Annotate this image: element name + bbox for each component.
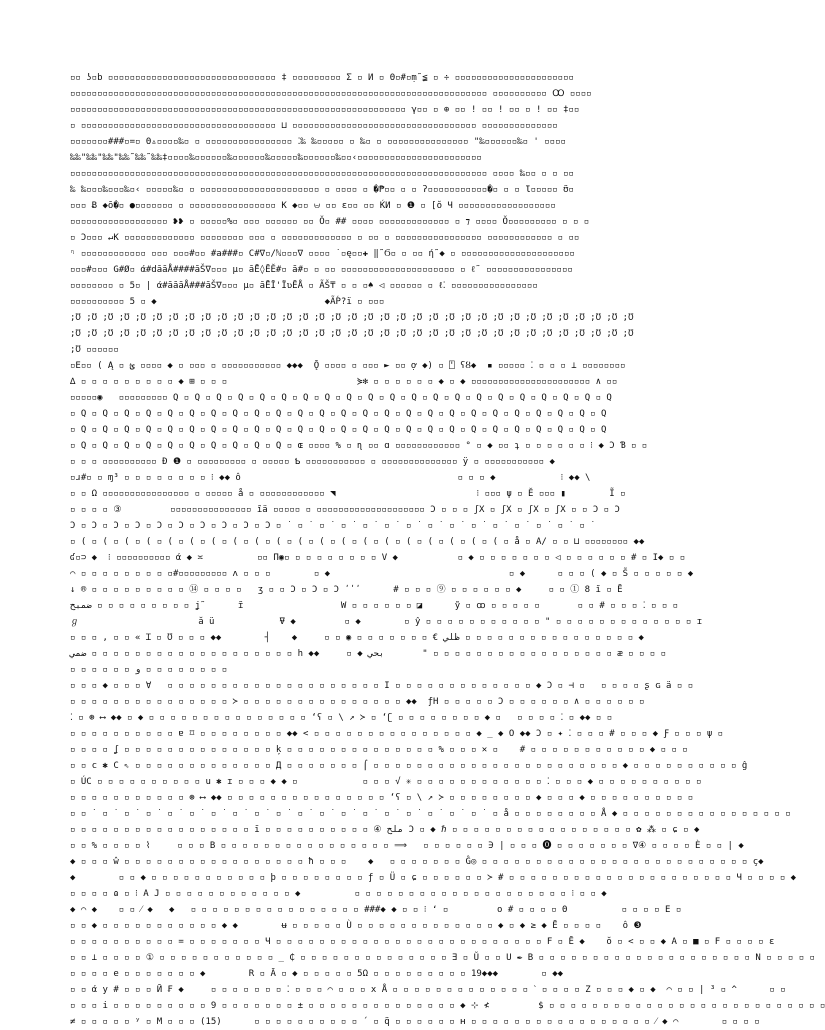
text-line: ▫▫ ʖ▫b ▫▫▫▫▫▫▫▫▫▫▫▫▫▫▫▫▫▫▫▫▫▫▫▫▫▫▫▫▫▫▫ ‡ ▫▫▫▫▫▫▫▫▫ Σ ▫ И ▫ Θ▫#▫ṃ̃ ≨ ▫ ÷ ▫▫▫▫▫▫▫▫▫▫▫▫▫▫▫▫▫▫▫▫▫▫	[70, 73, 574, 83]
text-line: ▫ Q ▫ Q ▫ Q ▫ Q ▫ Q ▫ Q ▫ Q ▫ Q ▫ Q ▫ Q ▫ Q ▫ Q ▫ Q ▫ Q ▫ Q ▫ Q ▫ Q ▫ Q ▫ Q ▫ Q ▫ Q ▫ Q ▫ Q ▫ Q ▫ Q	[70, 425, 607, 435]
text-line: ▫Ε▫▫ ( Ą ▫ ؿ ▫▫▫▫ ◆ ▫ ▫▫▫ ▫ ▫▫▫▫▫▫▫▫▫▫▫ ◆◆◆ Ǭ ▫▫▫▫ ▫ ▫▫▫ ► ▫▫ ợ ◆) ▫ ⍞ ʕȢ◆ ▪ ▫▫▫▫▫ ⁚ ▫ ▫ ▫ ⊥ ▫▫▫▫▫▫▫▫	[70, 361, 626, 371]
text-line: ▫ ▫ ▫ ▫ ▫ ▫ ▫ ▫ ▫ ▫ ▫ ▫ ▫ ▫ ▫ ≻ ▫ ▫ ▫ ▫ ▫ ▫ ▫ ▫ ▫ ▫ ▫ ▫ ▫ ▫ ▫ ◆◆ ƒH ▫ ▫ ▫ ▫ ▫ Ɔ ▫ ▫ ▫ ▫ ▫ ▫ ∧ ▫ ▫ ▫ ▫ ▫ ▫	[70, 697, 645, 707]
text-line: ▫ ▫ ⊥ ▫ ▫ ▫ ▫ ① ▫ ▫ ▫ ▫ ▫ ▫ ▫ ▫ ▫ ▫ ▫ _ ₵ ▫ ▫ ▫ ▫ ▫ ▫ ▫ ▫ ▫ ▫ ▫ ▫ ▫ ▫ ∃ ▫ Ŭ ▫ ▫ U ✒ B ▫ ▫ ▫ ▫ ▫ ▫ ▫ ▫ ▫ ▫ ▫ ▫ ▫ ▫ ▫ ▫ ▫ ▫ ▫ ▫ N ▫ ▫ ▫ ▫ ▫	[70, 953, 815, 963]
text-line: ▫ ▫ c ✱ C ⇖ ▫ ▫ ▫ ▫ ▫ ▫ ▫ ▫ ▫ ▫ ▫ ▫ ▫ Д ▫ ▫ ▫ ▫ ▫ ▫ ▫ ⌠ ▫ ▫ ▫ ▫ ▫ ▫ ▫ ▫ ▫ ▫ ▫ ▫ ▫ ▫ ▫ ▫ ▫ ▫ ▫ ▫ ▫ ▫ ▫ ◆ ▫ ▫ ▫ ▫ ▫ ▫ ▫ ▫ ▫ ▫ ĝ	[70, 761, 748, 771]
text-line: ▫ ▫▫▫▫▫▫▫▫▫▫▫▫▫▫▫▫▫▫▫▫▫▫▫▫▫▫▫▫▫▫▫▫▫▫▫▫ ⊔ ▫▫▫▫▫▫▫▫▫▫▫▫▫▫▫▫▫▫▫▫▫▫▫▫▫▫▫▫▫▫▫▫▫▫ ▫▫▫▫▫▫▫▫▫▫▫▫▫▫	[70, 121, 558, 131]
text-line: ▫▫▫#▫▫▫ G#Ø▫ ά#dāāÅ####āŠ∇▫▫▫ μ▫ ā̈Ē◊ĒĔ#▫ ā#▫ ▫ ▫▫ ▫▫▫▫▫▫▫▫▫▫▫▫▫▫▫▫▫▫▫▫▫ ▫ ℓ˜ ▫▫▫▫▫▫▫▫▫▫▫▫▫▫▫▫	[70, 265, 573, 275]
text-line: ▫▫▫▫▫◉ ▫▫▫▫▫▫▫▫▫ Q ▫ Q ▫ Q ▫ Q ▫ Q ▫ Q ▫ Q ▫ Q ▫ Q ▫ Q ▫ Q ▫ Q ▫ Q ▫ Q ▫ Q ▫ Q ▫ Q ▫ Q ▫ Q ▫ Q ▫ Q	[70, 393, 612, 403]
text-line: ᶯ ▫▫▫▫▫▫▫▫▫▫▫▫ ▫▫▫ ▫▫▫#▫▫ #a###▫ C#∇▫/ℕ▫▫▫∇ ▫▫▫▫ ˙▫ę▫▫✚ ‖˜Ϭ▫ ▫ ▫▫ ή̃ ◆ ▫ ▫▫▫▫▫▫▫▫▫▫▫▫▫▫▫▫▫▫▫▫▫	[70, 249, 575, 259]
text-line: ʛ▫⊃ ◆ ⁝ ▫▫▫▫▫▫▫▫▫▫ ά ◆ ≍ ▫▫ Π◉▫ ▫ ▫ ▫ ▫ ▫ ▫ ▫ ▫ V ◆ ▫ ◆ ▫ ▫ ▫ ▫ ▫ ▫ ▫ ◁ ▫ ▫ ▫ ▫ ▫ ▫ # ▫ I◆ ▫ ▫	[70, 553, 686, 563]
text-line: ▫ Q ▫ Q ▫ Q ▫ Q ▫ Q ▫ Q ▫ Q ▫ Q ▫ Q ▫ Q ▫ ɶ ▫▫▫▫ % ▫ ɳ ▫▫ ɑ ▫▫▫▫▫▫▫▫▫▫▫▫ ° ▫ ◆ ▫▫ ʇ ▫ ▫ ▫ ▫ ▫ ▫ ⁝ ◆ Ɔ Ɓ ▫ ▫	[70, 441, 648, 451]
text-line: ◆ ▫ ▫ ▫ ŵ ▫ ▫ ▫ ▫ ▫ ▫ ▫ ▫ ▫ ▫ ▫ ▫ ▫ ▫ ▫ ▫ ▫ ħ ▫ ▫ ▫ ◆ ▫ ▫ ▫ ▫ ▫ ▫ ▫ Ĝ◎ ▫ ▫ ▫ ▫ ▫ ▫ ▫ ▫ ▫ ▫ ▫ ▫ ▫ ▫ ▫ ▫ ▫ ▫ ▫ ▫ ▫ ▫ ▫ ▫ ▫ ç◆	[70, 857, 764, 867]
text-line: ◆ ▫ ▫ ◆ ▫ ▫ ▫ ▫ ▫ ▫ ▫ ▫ ▫ ▫ ▫ þ ▫ ▫ ▫ ▫ ▫ ▫ ▫ ▫ ƒ ▫ Ü ▫ ɕ ▫ ▫ ▫ ▫ ▫ ▫ ≻ # ▫ ▫ ▫ ▫ ▫ ▫ ▫ ▫ ▫ ▫ ▫ ▫ ▫ ▫ ▫ ▫ ▫ ▫ ▫ ▫ ▫ Ч ▫ ▫ ▫ ▫ ◆	[70, 873, 797, 883]
text-line: ∆ ▫ ▫ ▫ ▫ ▫ ▫ ▫ ▫ ▫ ◆ ⊞ ▫ ▫ ▫ ⋟✻ ▫ ▫ ▫ ▫ ▫ ▫ ◆ ▫ ◆ ▫▫▫▫▫▫▫▫▫▫▫▫▫▫▫▫▫▫▫▫▫▫ ∧ ▫▫	[70, 377, 618, 387]
text-line: ▫ ▫ Ω ▫▫▫▫▫▫▫▫▫▫▫▫▫▫▫▫ ▫ ▫▫▫▫▫ å ▫ ▫▫▫▫▫▫▫▫▫▫▫▫ ◥ ⁝ ▫▫▫ ψ ▫ Ĕ ▫▫▫ ▮ Ĩ ▫	[70, 489, 626, 499]
text-line: ;Ʊ ▫▫▫▫▫▫	[70, 345, 119, 355]
text-line: ◆ ⌒ ◆ ▫ ▫ ⁄ ◆ ◆ ▫ ▫ ▫ ▫ ▫ ▫ ▫ ▫ ▫ ▫ ▫ ▫ ▫ ▫ ▫ ▫ ###◆ ◆ ▫ ▫ ⁝ ʻ ▫ ο # ▫ ▫ ▫ ▫ Θ ▫ ▫ ▫ ▫ Ε ▫	[70, 905, 682, 915]
text-line: ▫▫▫▫▫▫▫▫▫▫▫▫▫▫▫▫▫▫▫▫▫▫▫▫▫▫▫▫▫▫▫▫▫▫▫▫▫▫▫▫▫▫▫▫▫▫▫▫▫▫▫▫▫▫▫▫▫▫▫▫▫▫▫▫▫▫▫▫▫▫▫▫▫▫▫▫▫ ▫▫▫▫ ‰▫▫ ▫ ▫ ▫▫	[70, 169, 574, 179]
text-line: ▫▫▫▫▫▫▫▫▫▫ 5 ▫ ◆ ◆ÃṔ?ї ▫ ▫▫▫	[70, 297, 385, 307]
text-line: ▫ɹ#▫ ▫ ɱ³ ▫ ▫ ▫ ▫ ▫ ▫ ▫ ▫ ⁝ ◆◆ ô ▫ ▫ ▫ ◆ ⁝ ◆◆ \	[70, 473, 591, 483]
text-line: ضمبح ▫ ▫ ▫ ▫ ▫ ▫ ▫ ▫ ▫ ʝ˜ ɪ̃ W ▫ ▫ ▫ ▫ ▫ ▫ ◪ ỹ ▫ ꝏ ▫ ▫ ▫ ▫ ▫ ▫ ▫ # ▫ ▫ ▫ ⁚ ▫ ▫ ▫	[70, 601, 679, 611]
text-line: ▫▫▫▫▫▫▫###▫=▫ Θ▵▫▫▫▫‰▫ ▫ ▫▫▫▫▫▫▫▫▫▫▫▫▫▫▫▫ ⁚‰ ‰▫▫▫▫▫ ▫ ‰▫ ▫ ▫▫▫▫▫▫▫▫▫▫▫▫▫▫▫ "‰▫▫▫▫▫▫‰▫ ' ▫▫▫▫	[70, 137, 566, 147]
text-line: ▫▫▫▫▫▫▫▫▫▫▫▫▫▫▫▫▫▫ ❥❥ ▫ ▫▫▫▫▫%▫ ▫▫▫ ▫▫▫▫▫▫ ▫▫ Ŏ▫ ## ▫▫▫▫ ▫▫▫▫▫▫▫▫▫▫▫▫▫ ▫ ⁊ ▫▫▫▫ Ŏ▫▫▫▫▫▫▫▫▫ ▫ ▫ ▫	[70, 217, 590, 227]
text-line: ▫▫▫▫▫▫▫▫▫▫▫▫▫▫▫▫▫▫▫▫▫▫▫▫▫▫▫▫▫▫▫▫▫▫▫▫▫▫▫▫▫▫▫▫▫▫▫▫▫▫▫▫▫▫▫▫▫▫▫▫▫▫ γ▫▫ ▫ ⊕ ▫▫ ! ▫▫ ! ▫▫ ▫ ! ▫▫ ‡▫▫	[70, 105, 580, 115]
text-line: ▫ ( ▫ ( ▫ ( ▫ ( ▫ ( ▫ ( ▫ ( ▫ ( ▫ ( ▫ ( ▫ ( ▫ ( ▫ ( ▫ ( ▫ ( ▫ ( ▫ ( ▫ ( ▫ ( ▫ ( ▫ å ▫ A∕ ▫ ▫ ⊔ ▫▫▫▫▫▫▫▫ ◆◆	[70, 537, 645, 547]
text-line: ▫ ▫ ▫ , ▫ ▫ « Ɪ ▫ Ʊ ▫ ▫ ▫ ◆◆ ┤ ◆ ▫ ▫ ◉ ▫ ▫ ▫ ▫ ▫ ▫ ▫ € ظلي ▫ ▫ ▫ ▫ ▫ ▫ ▫ ▫ ▫ ▫ ▫ ▫ ▫ ▫ ▫ ▫ ◆	[70, 633, 644, 643]
text-line: ▫ ▫ ▫ ▫ ③ ▫▫▫▫▫▫▫▫▫▫▫▫▫▫▫ ȋä ▫▫▫▫▫ ▫ ▫▫▫▫▫▫▫▫▫▫▫▫▫▫▫▫▫▫▫▫ Ɔ ▫ ▫ ▫ ʃX ▫ ʃX ▫ ʃX ▫ ʃX ▫ ▫ Ɔ ▫ Ɔ	[70, 505, 620, 515]
text-line: ضمي ▫ ▫ ▫ ▫ ▫ ▫ ▫ ▫ ▫ ▫ ▫ ▫ ▫ ▫ ▫ ▫ ▫ ▫ ▫ h ◆◆ ▫ ◆ بحي " ▫ ▫ ▫ ▫ ▫ ▫ ▫ ▫ ▫ ▫ ▫ ▫ ▫ ▫ ▫ ▫ ▫ æ ▫ ▫ ▫ ▫	[70, 649, 667, 659]
text-line: ▫ ▫ ▫ ▫ ɷ ▫ ⁝ A J ▫ ▫ ▫ ▫ ▫ ▫ ▫ ▫ ▫ ▫ ▫ ▫ ◆ ▫ ▫ ▫ ▫ ▫ ▫ ▫ ▫ ▫ ▫ ▫ ▫ ▫ ▫ ▫ ▫ ▫ ▫ ▫ ▫ ⁝ ▫ ▫ ◆	[70, 889, 607, 899]
text-line: ↓ ® ▫ ▫ ▫ ▫ ▫ ▫ ▫ ▫ ▫ ⑭ ▫ ▫ ▫ ▫ ʒ ▫ ▫ Ɔ ▫ Ɔ ▫ Ɔ ʹʹʹ # ▫ ▫ ▫ ⑨ ▫ ▫ ▫ ▫ ▫ ▫ ◆ ▫ ▫ ① 8 ĭ ▫ Ē	[70, 585, 623, 595]
text-line: ▫ ▫ ▫ i ▫ ▫ ▫ ▫ ▫ ▫ ▫ ▫ ▫ 9 ▫ ▫ ▫ ▫ ▫ ▫ ▫ ± ▫ ▫ ▫ ▫ ▫ ▫ ▫ ▫ ▫ ▫ ▫ ▫ ▫ ▫ ◆ ⊹ ≮ $ ▫ ▫ ▫ ▫ ▫ ▫ ▫ ▫ ▫ ▫ ▫ ▫ ▫ ▫ ▫ ▫ ▫ ▫ ▫ ▫ ▫ ▫ ▫ ▫ ▫ ▫	[70, 1001, 825, 1011]
text-line: ▫ ▫ ▫ ▫ ▫ ▫ ▫ ▫ ▫ ▫ ɐ ⌑ ▫ ▫ ▫ ▫ ▫ ▫ ▫ ▫ ◆◆ < ▫ ▫ ▫ ▫ ▫ ▫ ▫ ▫ ▫ ▫ ▫ ▫ ▫ ▫ ▫ ◆ _ ◆ O ◆◆ Ɔ ▫ ✦ ⁚ ▫ ▫ ▫ # ▫ ▫ ▫ ◆ Ƒ ▫ ▫ ▫ ψ ▫	[70, 729, 724, 739]
text-line: ;Ʊ ;Ʊ ;Ʊ ;Ʊ ;Ʊ ;Ʊ ;Ʊ ;Ʊ ;Ʊ ;Ʊ ;Ʊ ;Ʊ ;Ʊ ;Ʊ ;Ʊ ;Ʊ ;Ʊ ;Ʊ ;Ʊ ;Ʊ ;Ʊ ;Ʊ ;Ʊ ;Ʊ ;Ʊ ;Ʊ ;Ʊ ;Ʊ ;Ʊ ;Ʊ ;Ʊ ;Ʊ ;Ʊ ;Ʊ ;Ʊ	[70, 329, 634, 339]
text-line: ▫ ▫ ά y # ▫ ▫ ▫ Ӣ ₣ ◆ ▫ ▫ ▫ ▫ ▫ ▫ ▫ ⁚ ▫ ▫ ▫ ⌒ ▫ ▫ ▫ x Å ▫ ▫ ▫ ▫ ▫ ▫ ▫ ▫ ▫ ▫ ▫ ▫ ▫ ˋ ▫ ▫ ▫ ▫ Z ▫ ▫ ▫ ◆ ▫ ◆ ⌒ ▫ ▫ | ³ ▫ ^ ▫ ▫	[70, 985, 786, 995]
text-body	[70, 70, 825, 1027]
text-line: ▫ ▫ ▫ ▫ ▫ ▫ ▫ ▫ ▫ ▫ = ▫ ▫ ▫ ▫ ▫ ▫ ▫ Ч ▫ ▫ ▫ ▫ ▫ ▫ ▫ ▫ ▫ ▫ ▫ ▫ ▫ ▫ ▫ ▫ ▫ ▫ ▫ ▫ ▫ ▫ ▫ ▫ ▫ F ▫ Ē ◆ ŏ ▫ < ▫ ▫ ◆ A ▫ ■ ▫ F ▫ ▫ ▫ ▫ ε	[70, 937, 775, 947]
text-line: Ɔ ▫ Ɔ ▫ Ɔ ▫ Ɔ ▫ Ɔ ▫ Ɔ ▫ Ɔ ▫ Ɔ ▫ Ɔ ▫ Ɔ ▫ ˙ ▫ ˙ ▫ ˙ ▫ ˙ ▫ ˙ ▫ ˙ ▫ ˙ ▫ ˙ ▫ ˙ ▫ ˙ ▫ ˙ ▫ ˙ ▫ ˙ ▫ ˙ ▫ ˙	[70, 521, 596, 531]
text-line: ▫ ▫ ▫ ▫ e ▫ ▫ ▫ ▫ ▫ ▫ ▫ ◆ R ▫ Ā ▫ ◆ ▫ ▫ ▫ ▫ ▫ 5Ω ▫ ▫ ▫ ▫ ▫ ▫ ▫ ▫ ▫ 19◆◆◆ ▫ ◆◆	[70, 969, 564, 979]
text-line: ℊ ă ü ⍫ ◆ ▫ ◆ ▫ ŷ ▫ ▫ ▫ ▫ ▫ ▫ ▫ ▫ ▫ ▫ ▫ " ▫ ▫ ▫ ▫ ▫ ▫ ▫ ▫ ▫ ▫ ▫ ▫ ▫ ɪ	[70, 617, 703, 627]
text-line: ▫ ▫ ▫ ▫ ▫ ▫ ▫ ▫ ▫ ▫ ▫ ⊛ ⟷ ◆◆ ▫ ▫ ▫ ▫ ▫ ▫ ▫ ▫ ▫ ▫ ▫ ▫ ▫ ▫ ▫ ‘ʕ ▫ \ ↗ ≻ ▫ ▫ ▫ ▫ ▫ ▫ ▫ ▫ ◆ ▫ ▫ ▫ ◆ ▫ ▫ ▫ ▫ ▫ ▫ ▫ ▫ ▫ ▫	[70, 793, 694, 803]
text-line: ;Ʊ ;Ʊ ;Ʊ ;Ʊ ;Ʊ ;Ʊ ;Ʊ ;Ʊ ;Ʊ ;Ʊ ;Ʊ ;Ʊ ;Ʊ ;Ʊ ;Ʊ ;Ʊ ;Ʊ ;Ʊ ;Ʊ ;Ʊ ;Ʊ ;Ʊ ;Ʊ ;Ʊ ;Ʊ ;Ʊ ;Ʊ ;Ʊ ;Ʊ ;Ʊ ;Ʊ ;Ʊ ;Ʊ ;Ʊ ;Ʊ	[70, 313, 634, 323]
text-line: ▫▫▫▫▫▫▫▫ ▫ 5▫ | ά#āāāÅ###āŠ∇▫▫▫ μ▫ ā̈ĒĪ'ÏʋĒÅ ▫ ÃŠ₸ ▫ ▫ ▫♠ ◁ ▫▫▫▫▫▫ ▫ ℓ⁚ ▫▫▫▫▫▫▫▫▫▫▫▫▫▫▫▫	[70, 281, 538, 291]
text-line: ≠ ▫ ▫ ▫ ▫ ▫ ʸ ▫ M ▫ ▫ ▫ (15) ▫ ▫ ▫ ▫ ▫ ▫ ▫ ▫ ▫ ▫ ´ ▫ q̃ ▫ ▫ ▫ ▫ ▫ ▫ ʜ ▫ ▫ ▫ ▫ ▫ ▫ ▫ ▫ ▫ ▫ ▫ ▫ ▫ ▫ ▫ ▫ ▫ ⁄ ◆ ⌒ ▫ ▫ ▫ ▫	[70, 1017, 760, 1027]
text-line: ⁚ ▫ ⊛ ⟷ ◆◆ ▫ ◆ ▫ ▫ ▫ ▫ ▫ ▫ ▫ ▫ ▫ ▫ ▫ ▫ ▫ ▫ ▫ ‘ʕ ▫ \ ↗ ≻ ▫ ‘ʗ ▫ ▫ ▫ ▫ ▫ ▫ ▫ ▫ ◆ ▫ ▫ ▫ ▫ ▫ ⁚ ▫ ◆◆ ▫ ▫	[70, 713, 613, 723]
text-line: ▫▫▫▫▫▫▫▫▫▫▫▫▫▫▫▫▫▫▫▫▫▫▫▫▫▫▫▫▫▫▫▫▫▫▫▫▫▫▫▫▫▫▫▫▫▫▫▫▫▫▫▫▫▫▫▫▫▫▫▫▫▫▫▫▫▫▫▫▫▫▫▫▫▫▫▫▫ ▫▫▫▫▫▫▫▫▫▫ Ꝏ ▫▫▫▫	[70, 89, 592, 99]
text-line: ▫ Ɔ▫▫▫ ↵K ▫▫▫▫▫▫▫▫▫▫▫▫▫ ▫▫▫▫▫▫▫▫ ▫▫▫ ▫ ▫▫▫▫▫▫▫▫▫▫▫▫▫ ▫ ▫▫ ▫ ▫▫▫▫▫▫▫▫▫▫▫▫▫▫▫▫ ▫▫▫▫▫▫▫▫▫▫▫▫ ▫ ▫▫	[70, 233, 580, 243]
text-line: ▫ ▫ % ▫ ▫ ▫ ▫ ⌇ ▫ ▫ ▫ B ▫ ▫ ▫ ▫ ▫ ▫ ▫ ▫ ▫ ▫ ▫ ▫ ▫ ▫ ▫ ▫ ⟹ ▫ ▫ ▫ ▫ ▫ ▫ ∋ | ▫ ▫ ▫ ⓿ ▫ ▫ ▫ ▫ ▫ ▫ ▫ ∇④ ▫ ▫ ▫ ▫ È ▫ ▫ | ◆	[70, 841, 744, 851]
text-line: ‰‰"‰‰"‰‰"‰‰˜‰‰˜‰‰‡▫▫▫▫‰▫▫▫▫▫▫‰▫▫▫▫▫▫‰▫▫▫▫▫‰▫▫▫▫▫▫‰▫▫‹▫▫▫▫▫▫▫▫▫▫▫▫▫▫▫▫▫▫▫▫▫▫▫	[70, 153, 482, 163]
text-line: ▫ ▫ ▫ ▫ ▫ ▫ ▫ ▫ ▫ ▫ ▫ ▫ ▫ ▫ ▫ ▫ ▫ ī ▫ ▫ ▫ ▫ ▫ ▫ ▫ ▫ ▫ ▫ ④ ملح Ɔ ▫ ◆ ℏ ▫ ▫ ▫ ▫ ▫ ▫ ▫ ▫ ▫ ▫ ▫ ▫ ▫ ▫ ▫ ▫ ▫ ✿ ⁂ ▫ ɕ ▫ ◆	[70, 825, 700, 835]
text-line: ▫ ▫ ▫ ▫ ▫ ▫ و ▫ ▫ ▫ ▫ ▫ ▫ ▫ ▫	[70, 665, 228, 675]
text-line: ⌒ ▫ ▫ ▫ ▫ ▫ ▫ ▫ ▫ ▫#▫▫▫▫▫▫▫▫▫ ʌ ▫ ▫ ▫ ▫ ◆ ▫ ◆ ▫ ▫ ▫ ( ◆ ▫ S̃ ▫ ▫ ▫ ▫ ▫ ◆	[70, 569, 694, 579]
text-line: ▫ ▫ ▫ ▫▫▫▫▫▫▫▫▫▫ Ð ❶ ▫ ▫▫▫▫▫▫▫▫▫ ▫ ▫▫▫▫▫ Ƅ ▫▫▫▫▫▫▫▫▫▫▫ ▫ ▫▫▫▫▫▫▫▫▫▫▫▫▫▫ ÿ ▫ ▫▫▫▫▫▫▫▫▫▫▫ ◆	[70, 457, 555, 467]
text-line: ▫ ÚC ▫ ▫ ▫ ▫ ▫ ▫ ▫ ▫ ▫ ▫ u ✱ ɪ ▫ ▫ ▫ ◆ ◆ ▫ ▫ ▫ ▫ √ ✳ ▫ ▫ ▫ ▫ ▫ ▫ ▫ ▫ ▫ ▫ ▫ ▫ ⁚ ▫ ▫ ▫ ◆ ▫ ▫ ▫ ▫ ▫ ▫ ▫ ▫ ▫ ▫	[70, 777, 702, 787]
text-line: ▫ ▫ ˙ ▫ ˙ ▫ ˙ ▫ ˙ ▫ ˙ ▫ ˙ ▫ ˙ ▫ ˙ ▫ ˙ ▫ ˙ ▫ ˙ ▫ ˙ ▫ ˙ ▫ ˙ ▫ ˙ ▫ ˙ ▫ ˙ ▫ ˙ ▫ ˙ ▫ å ▫ ▫ ▫ ▫ ▫ ▫ ▫ ▫ Å ◆ ▫ ▫ ▫ ▫ ▫ ▫ ▫ ▫ ▫ ▫ ▫ ▫ ▫ ▫ ▫ ▫	[70, 809, 791, 819]
text-line: ▫ ▫ ▫ ▫ ʆ ▫ ▫ ▫ ▫ ▫ ▫ ▫ ▫ ▫ ▫ ▫ ▫ ▫ ▫ ķ ▫ ▫ ▫ ▫ ▫ ▫ ▫ ▫ ▫ ▫ ▫ ▫ ▫ ▫ % ▫ ▫ ▫ ✕ ▫ # ▫ ▫ ▫ ▫ ▫ ▫ ▫ ▫ ▫ ▫ ▫ ◆ ▫ ▫ ▫	[70, 745, 688, 755]
text-line: ‰ ‰▫▫▫‰▫▫▫‰▫‹ ▫▫▫▫▫‰▫ ▫ ▫▫▫▫▫▫▫▫▫▫▫▫▫▫▫▫▫▫▫▫▫▫ ▫ ▫▫▫▫ ▫ �₱▫▫ ▫ ▫ ʔ▫▫▫▫▫▫▫▫▫▫▫�▫ ▫ ▫ Ɩ▫▫▫▫▫ ʊ̃▫	[70, 185, 574, 195]
text-line: ▫ ▫ ▫ ◆ ▫ ▫ ▫ ∀ ▫ ▫ ▫ ▫ ▫ ▫ ▫ ▫ ▫ ▫ ▫ ▫ ▫ ▫ ▫ ▫ ▫ ▫ ▫ ▫ I ▫ ▫ ▫ ▫ ▫ ▫ ▫ ▫ ▫ ▫ ▫ ▫ ▫ ◆ Ɔ ▫ ⊣ ▫ ▫ ▫ ▫ ▫ ʂ ɢ ä ▫ ▫	[70, 681, 694, 691]
text-line: ▫ Q ▫ Q ▫ Q ▫ Q ▫ Q ▫ Q ▫ Q ▫ Q ▫ Q ▫ Q ▫ Q ▫ Q ▫ Q ▫ Q ▫ Q ▫ Q ▫ Q ▫ Q ▫ Q ▫ Q ▫ Q ▫ Q ▫ Q ▫ Q ▫ Q	[70, 409, 607, 419]
text-line: ▫ ▫ ◆ ▫ ▫ ▫ ▫ ▫ ▫ ▫ ▫ ▫ ▫ ▫ ◆ ◆ ʉ ▫ ▫ ▫ ▫ ▫ Ù ▫ ▫ ▫ ▫ ▫ ▫ ▫ ▫ ▫ ▫ ▫ ▫ ▫ ◆ ▫ ◆ ≥ ◆ Ē ▫ ▫ ▫ ▫ ô ❸	[70, 921, 642, 931]
text-line: ▫▫▫ Ƀ ◆ō�▫ ●▫▫▫▫▫▫▫ ▫ ▫▫▫▫▫▫▫▫▫▫▫▫▫▫▫▫ K ◆▫▫ ⩁ ▫▫ ɛ▫▫ ▫▫ ЌИ ▫ ❶ ▫ [ŏ Ч ▫▫▫▫▫▫▫▫▫▫▫▫▫▫▫▫▫▫	[70, 201, 556, 211]
